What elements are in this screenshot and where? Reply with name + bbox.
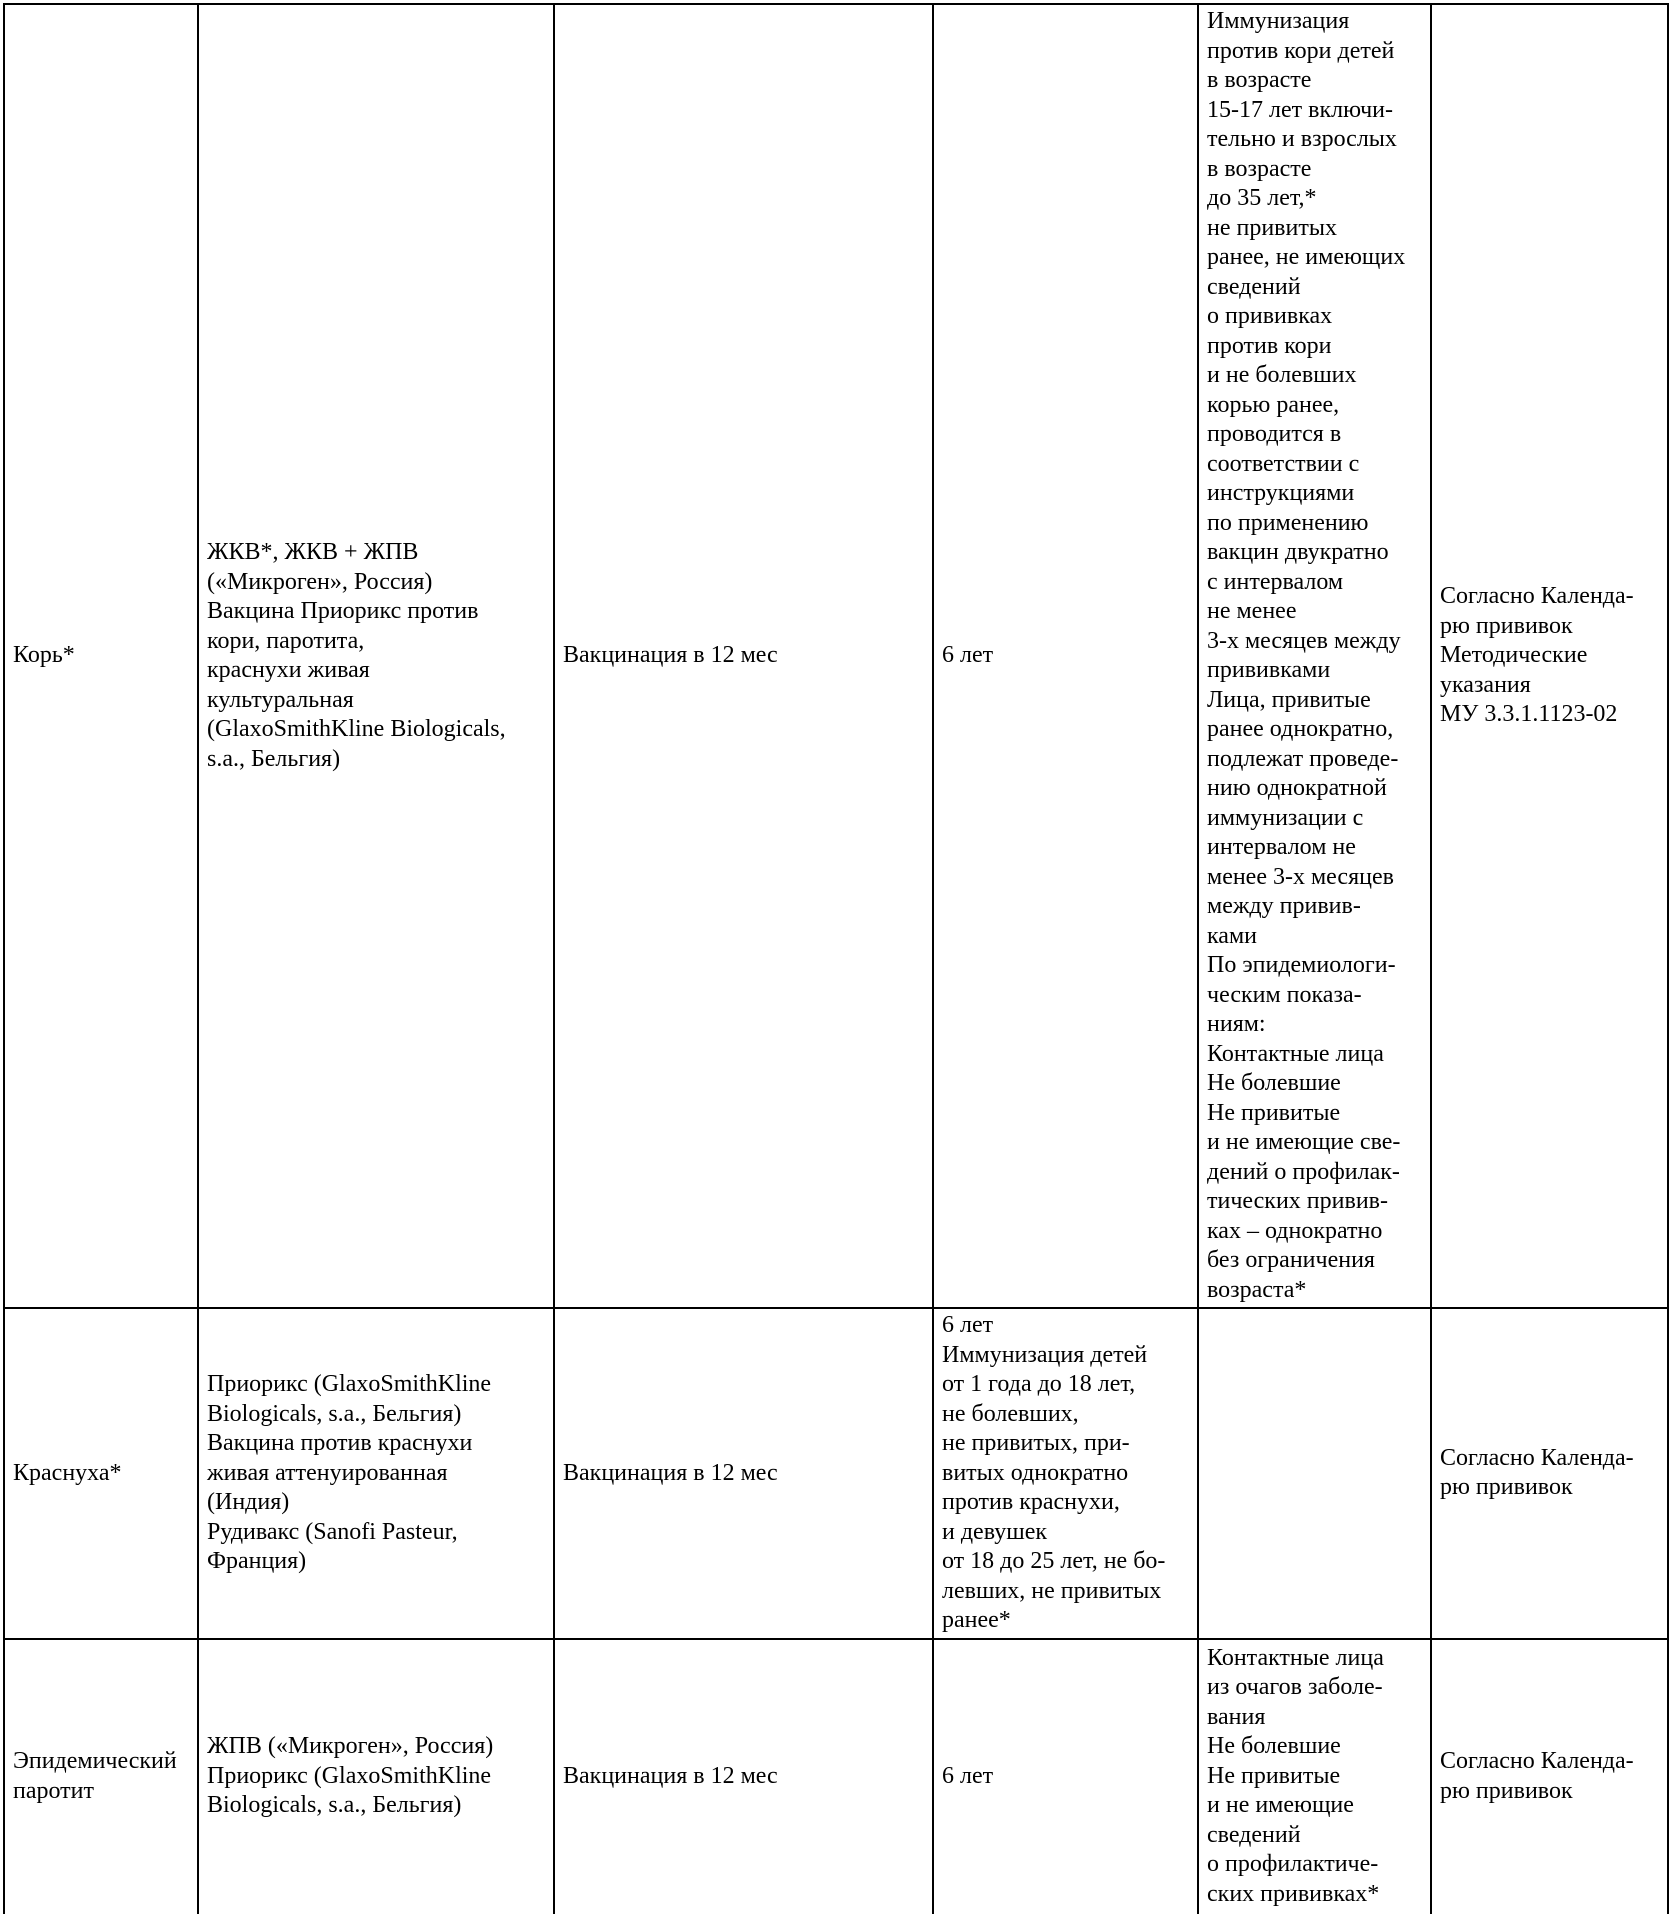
table-row-mumps [4,1639,1668,1914]
measles-vaccines-cell: ЖКВ*, ЖКВ + ЖПВ («Микроген», Россия) Вакцина Приорикс против кори, паротита, краснухи живая культуральная (GlaxoSmithKline Biologicals, s.a., Бельгия) [198,4,554,1308]
mumps-vaccines-cell: ЖПВ («Микроген», Россия) Приорикс (GlaxoSmithKline Biologicals, s.a., Бельгия) [198,1639,554,1914]
measles-revaccination-cell: 6 лет [933,4,1198,1308]
rubella-revaccination-cell: 6 лет Иммунизация детей от 1 года до 18 лет, не болевших, не привитых, при- витых однократно против краснухи, и девушек от 18 до 25 лет, не бо- левших, не привитых ранее* [933,1308,1198,1639]
rubella-regulatory-basis-cell: Согласно Календа- рю прививок [1431,1308,1668,1639]
rubella-vaccination-schedule-cell: Вакцинация в 12 мес [554,1308,933,1639]
measles-disease-cell: Корь* [4,4,198,1308]
table-row-measles [4,4,1668,1308]
rubella-vaccines-cell: Приорикс (GlaxoSmithKline Biologicals, s.a., Бельгия) Вакцина против краснухи живая аттенуированная (Индия) Рудивакс (Sanofi Pasteur, Франция) [198,1308,554,1639]
measles-additional-indications-cell: Иммунизация против кори детей в возрасте 15-17 лет включи- тельно и взрослых в возрасте до 35 лет,* не привитых ранее, не имеющих сведений о прививках против кори и не болевших корью ранее, проводится в соответствии с инструкциями по применению вакцин двукратно с интервалом не менее 3-х месяцев между прививками Лица, привитые ранее однократно, подлежат проведе- нию однократной иммунизации с интервалом не менее 3-х месяцев между привив- ками По эпидемиологи- ческим показа- ниям: Контактные лица Не болевшие Не привитые и не имеющие све- дений о профилак- тических привив- ках – однократно без ограничения возраста* [1198,4,1431,1308]
mumps-vaccination-schedule-cell: Вакцинация в 12 мес [554,1639,933,1914]
mumps-additional-indications-cell: Контактные лица из очагов заболе- вания Не болевшие Не привитые и не имеющие сведений о профилактиче- ских прививках* [1198,1639,1431,1914]
rubella-additional-indications-cell [1198,1308,1431,1639]
table-row-rubella [4,1308,1668,1639]
rubella-disease-cell: Краснуха* [4,1308,198,1639]
mumps-disease-cell: Эпидемический паротит [4,1639,198,1914]
measles-vaccination-schedule-cell: Вакцинация в 12 мес [554,4,933,1308]
mumps-regulatory-basis-cell: Согласно Календа- рю прививок [1431,1639,1668,1914]
vaccination-table [3,3,1669,1914]
mumps-revaccination-cell: 6 лет [933,1639,1198,1914]
measles-regulatory-basis-cell: Согласно Календа- рю прививок Методические указания МУ 3.3.1.1123-02 [1431,4,1668,1308]
